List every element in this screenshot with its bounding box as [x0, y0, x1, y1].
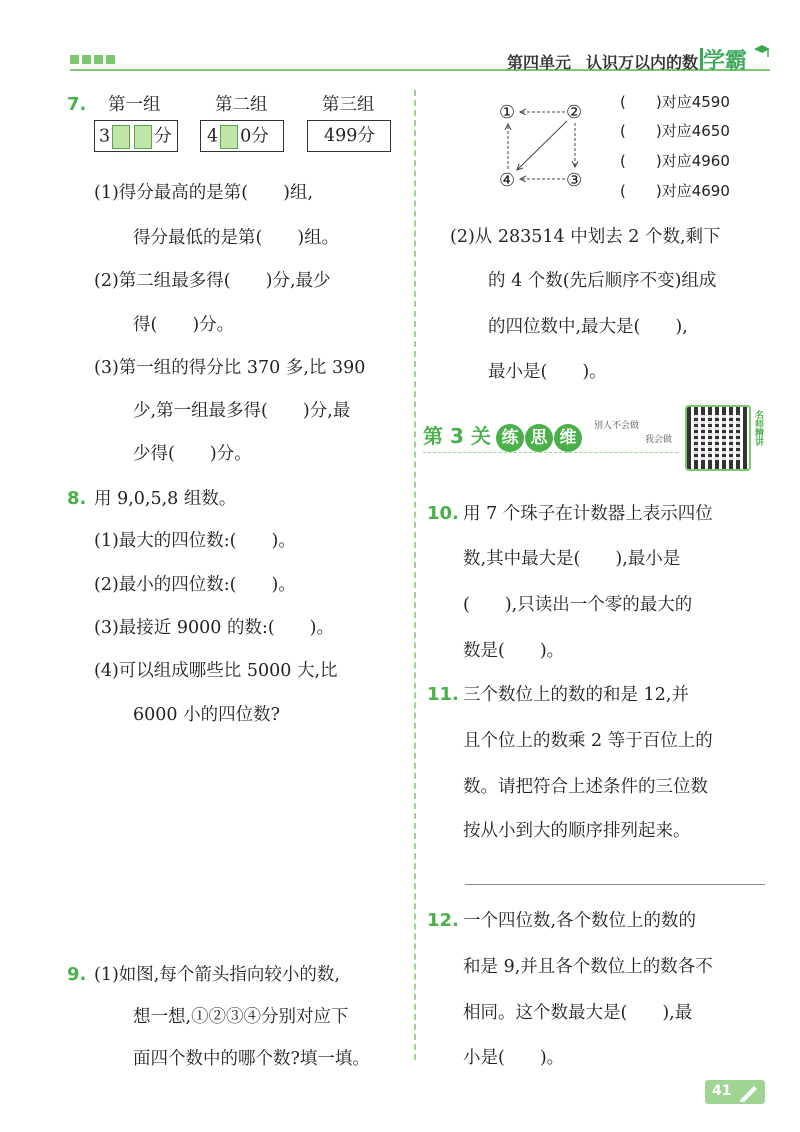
group-label: 第一组: [108, 95, 161, 115]
question-number: 11.: [427, 684, 459, 705]
question-number: 12.: [427, 910, 459, 931]
header-decor-square: [82, 55, 91, 64]
q9-part2-line3: 的四位数中,最大是( ),: [488, 317, 688, 337]
q11-line4: 按从小到大的顺序排列起来。: [463, 821, 691, 841]
header-decor-square: [106, 55, 115, 64]
header-unit: 第四单元: [507, 53, 572, 72]
q8-part3: (3)最接近 9000 的数:( )。: [94, 618, 335, 638]
level-char: 维: [554, 424, 582, 452]
q10-line2: 数,其中最大是( ),最小是: [463, 549, 681, 569]
level-char: 思: [525, 424, 553, 452]
q7-part1-line2: 得分最低的是第( )组。: [133, 228, 340, 248]
q9-part2-line2: 的 4 个数(先后顺序不变)组成: [488, 271, 717, 291]
score-digit: 0分: [240, 126, 269, 147]
q10-line3: ( ),只读出一个零的最大的: [463, 595, 693, 615]
q8-part1: (1)最大的四位数:( )。: [94, 531, 296, 551]
header-title: 认识万以内的数: [586, 53, 699, 72]
q10-line1: 用 7 个珠子在计数器上表示四位: [463, 504, 713, 524]
match-option: ( )对应4690: [620, 182, 730, 200]
q9-part1-line2: 想一想,①②③④分别对应下: [133, 1007, 349, 1027]
score-box-group3: [307, 120, 391, 152]
match-option: ( )对应4960: [620, 152, 730, 170]
score-digit: 3: [99, 126, 111, 147]
q7-part3-line2: 少,第一组最多得( )分,最: [133, 401, 351, 421]
column-divider: [414, 90, 416, 1060]
level-banner: [423, 420, 583, 452]
q7-part2-line2: 得( )分。: [133, 315, 235, 335]
header-decor-square: [94, 55, 103, 64]
q12-line3: 相同。这个数最大是( ),最: [463, 1003, 693, 1023]
pencil-icon: [738, 1082, 760, 1102]
q11-line1: 三个数位上的数的和是 12,并: [463, 685, 689, 705]
q11-line2: 且个位上的数乘 2 等于百位上的: [463, 731, 713, 751]
score-value: 499分: [324, 126, 375, 146]
group-label: 第三组: [322, 95, 375, 115]
match-option: ( )对应4650: [620, 122, 730, 140]
diagram-node-3: ③: [566, 170, 583, 191]
q10-line4: 数是( )。: [463, 641, 565, 661]
match-option: ( )对应4590: [620, 93, 730, 111]
page-number: 41: [712, 1083, 732, 1099]
q8-part4-line1: (4)可以组成哪些比 5000 大,比: [94, 661, 338, 681]
q12-line1: 一个四位数,各个数位上的数的: [463, 911, 697, 931]
q7-part2-line1: (2)第二组最多得( )分,最少: [94, 271, 331, 291]
q8-part2: (2)最小的四位数:( )。: [94, 575, 296, 595]
diagram-node-4: ④: [499, 170, 516, 191]
q9-part1-line3: 面四个数中的哪个数?填一填。: [133, 1049, 370, 1069]
q7-part3-line1: (3)第一组的得分比 370 多,比 390: [94, 358, 366, 378]
diagram-node-2: ②: [566, 102, 583, 123]
question-number: 8.: [67, 488, 87, 509]
group-label: 第二组: [215, 95, 268, 115]
q8-stem: 用 9,0,5,8 组数。: [94, 489, 237, 509]
score-unit: 分: [154, 126, 172, 147]
blank-digit-box[interactable]: [112, 125, 130, 149]
question-number: 9.: [67, 964, 87, 985]
score-box-group2: [200, 120, 284, 152]
score-digit: 4: [207, 126, 219, 147]
score-box-group1: [94, 120, 178, 152]
qr-code-pattern: [692, 412, 740, 460]
level-note-2: 我会做: [645, 435, 673, 445]
level-underline: [423, 452, 678, 453]
header-decor-square: [70, 55, 79, 64]
question-number: 10.: [427, 503, 459, 524]
q12-line4: 小是( )。: [463, 1048, 565, 1068]
level-char: 练: [496, 424, 524, 452]
header-brand: 学霸: [703, 49, 748, 74]
blank-digit-box[interactable]: [220, 125, 238, 149]
q12-line2: 和是 9,并且各个数位上的数各不: [463, 957, 713, 977]
q9-part2-line1: (2)从 283514 中划去 2 个数,剩下: [450, 227, 721, 247]
q8-part4-line2: 6000 小的四位数?: [133, 705, 280, 725]
blank-digit-box[interactable]: [134, 125, 152, 149]
q9-part2-line4: 最小是( )。: [488, 362, 607, 382]
qr-side-label: 名师精讲: [753, 410, 763, 446]
graduation-cap-icon: [752, 42, 772, 60]
level-note-1: 别人不会做: [594, 421, 640, 431]
diagram-node-1: ①: [499, 102, 516, 123]
level-label: 第 3 关: [423, 424, 491, 448]
q9-part1-line1: (1)如图,每个箭头指向较小的数,: [94, 965, 340, 985]
answer-line[interactable]: [465, 884, 765, 885]
q11-line3: 数。请把符合上述条件的三位数: [463, 777, 708, 797]
q7-part3-line3: 少得( )分。: [133, 444, 252, 464]
question-number: 7.: [67, 94, 87, 115]
q7-part1-line1: (1)得分最高的是第( )组,: [94, 183, 314, 203]
